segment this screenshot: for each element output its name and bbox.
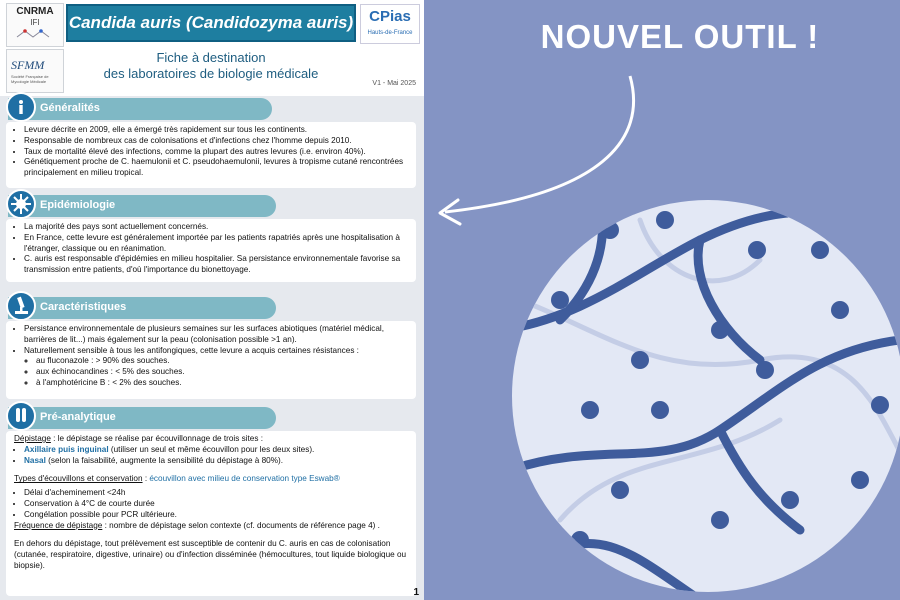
sub-list-item: ◦ à l'amphotéricine B : < 2% des souches.	[36, 378, 408, 389]
list-item: • Délai d'acheminement <24h	[24, 488, 408, 499]
hors-depistage-text: En dehors du dépistage, tout prélèvement est susceptible de contenir du C. auris en cas de colonisation (cutanée, respiratoire, digestive, urinaire) ou d'infection disséminée (hémocultures, tout liquide biologique ou biopsie).	[14, 539, 407, 570]
list-item: • Axillaire puis inguinal (utiliser un seul et même écouvillon pour les deux sites).	[24, 445, 408, 456]
sub-list-item: ◦ aux échinocandines : < 5% des souches.	[36, 367, 408, 378]
section-heading-caracteristiques: Caractéristiques	[8, 297, 276, 319]
sfmm-logo: SFMM Société Française de Mycologie Médicale	[6, 49, 64, 93]
promo-headline: NOUVEL OUTIL !	[540, 18, 820, 55]
section-heading-generalites: Généralités	[8, 98, 272, 120]
list-item: • La majorité des pays sont actuellement concernés.	[24, 222, 408, 233]
curved-arrow-icon	[440, 76, 634, 224]
section-heading-epidemiologie: Epidémiologie	[8, 195, 276, 217]
list-item: • En France, cette levure est généralement importée par les patients rapatriés après une hospitalisation à l'étranger, classique ou en réanimation.	[24, 233, 408, 255]
cnrma-logo: CNRMA IFI	[6, 3, 64, 47]
section-heading-pre-analytique: Pré-analytique	[8, 407, 276, 429]
depistage-line: Dépistage : le dépistage se réalise par écouvillonnage de trois sites :	[14, 434, 263, 443]
cpias-logo: CPias Hauts-de-France	[360, 4, 420, 44]
page-number: 1	[413, 587, 419, 598]
version-label: V1 - Mai 2025	[372, 80, 416, 87]
list-item: • Conservation à 4°C de courte durée	[24, 499, 408, 510]
list-item: • Levure décrite en 2009, elle a émergé très rapidement sur tous les continents.	[24, 125, 408, 136]
list-item: • Génétiquement proche de C. haemulonii et C. pseudohaemulonii, levures à tropisme cutané rencontrées principalement en milieu tropical.	[24, 157, 408, 179]
list-item: • C. auris est responsable d'épidémies en milieu hospitalier. Sa persistance environnementale favorise sa transmission entre patients, d'où l'importance du bionettoyage.	[24, 254, 408, 276]
list-item: • Persistance environnementale de plusieurs semaines sur les surfaces abiotiques (matériel médical, barrières de lit...) mais également sur la peau (colonisation possible >1 an).	[24, 324, 408, 346]
document-title: Candida auris (Candidozyma auris)	[66, 4, 356, 42]
document-subtitle: Fiche à destination des laboratoires de biologie médicale	[103, 50, 319, 81]
frequence-line: Fréquence de dépistage : nombre de dépistage selon contexte (cf. documents de référence page 4) .	[14, 520, 380, 530]
sub-list-item: ◦ au fluconazole : > 90% des souches.	[36, 356, 408, 367]
types-line: Types d'écouvillons et conservation : écouvillon avec milieu de conservation type Eswab®	[14, 474, 340, 484]
list-item: • Taux de mortalité élevé des infections, comme la plupart des autres levures (i.e. environ 40%).	[24, 147, 408, 158]
yeast-hyphae-illustration	[512, 200, 900, 592]
list-item: • Congélation possible pour PCR ultérieure.	[24, 510, 408, 521]
list-item: • Naturellement sensible à tous les antifongiques, cette levure a acquis certaines résistances : ◦ au fluconazole : > 90% des souches. ◦ aux échinocandines : < 5% des souches. ◦ à l'amphotéricine B : < 2% des souches.	[24, 346, 408, 389]
list-item: • Nasal (selon la faisabilité, augmente la sensibilité du dépistage à 80%).	[24, 456, 408, 467]
list-item: • Responsable de nombreux cas de colonisations et d'infections chez l'homme depuis 2010.	[24, 136, 408, 147]
